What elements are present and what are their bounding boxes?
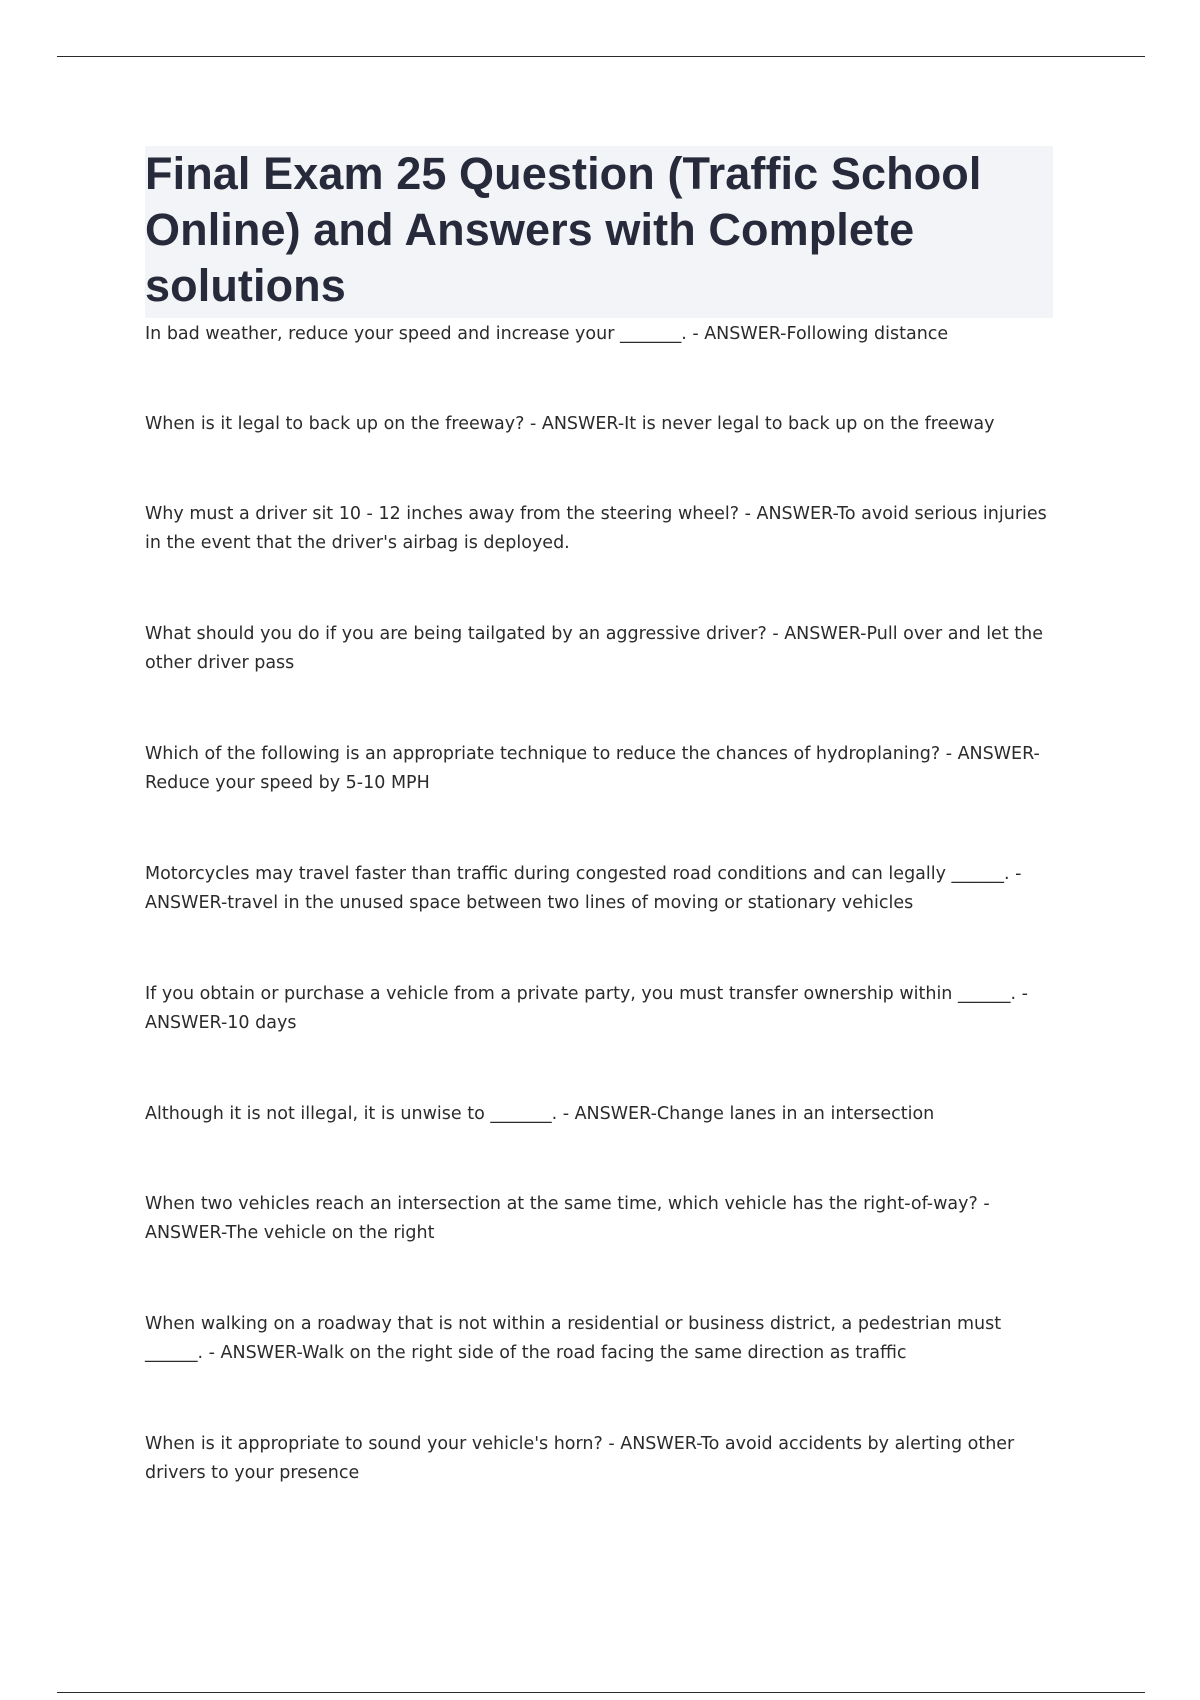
qa-item: When two vehicles reach an intersection at the same time, which vehicle has the right-of-way? - ANSWER-The vehicle on the right [145, 1194, 990, 1243]
page-bottom-rule [57, 1692, 1145, 1693]
qa-item: Which of the following is an appropriate technique to reduce the chances of hydroplaning? - ANSWER-Reduce your speed by 5-10 MPH [145, 744, 1040, 793]
qa-item: When is it legal to back up on the freeway? - ANSWER-It is never legal to back up on the freeway [145, 414, 995, 434]
qa-item: When is it appropriate to sound your vehicle's horn? - ANSWER-To avoid accidents by alerting other drivers to your presence [145, 1434, 1015, 1483]
qa-item: If you obtain or purchase a vehicle from a private party, you must transfer ownership within ______. - ANSWER-10 days [145, 984, 1028, 1033]
document-page [145, 146, 1055, 1550]
qa-item: What should you do if you are being tailgated by an aggressive driver? - ANSWER-Pull over and let the other driver pass [145, 624, 1043, 673]
question-answer-list [145, 320, 1055, 1488]
document-title: Final Exam 25 Question (Traffic School Online) and Answers with Complete solutions [145, 148, 982, 311]
qa-item: Why must a driver sit 10 - 12 inches away from the steering wheel? - ANSWER-To avoid serious injuries in the event that the driver's airbag is deployed. [145, 504, 1047, 553]
qa-item: In bad weather, reduce your speed and increase your _______. - ANSWER-Following distance [145, 324, 949, 344]
qa-item: Although it is not illegal, it is unwise to _______. - ANSWER-Change lanes in an intersection [145, 1104, 935, 1124]
qa-item: Motorcycles may travel faster than traffic during congested road conditions and can legally ______. - ANSWER-travel in the unused space between two lines of moving or stationary vehicles [145, 864, 1022, 913]
qa-item: When walking on a roadway that is not within a residential or business district, a pedestrian must ______. - ANSWER-Walk on the right side of the road facing the same direction as traffic [145, 1314, 1002, 1363]
page-top-rule [57, 56, 1145, 57]
title-block [145, 146, 1053, 318]
